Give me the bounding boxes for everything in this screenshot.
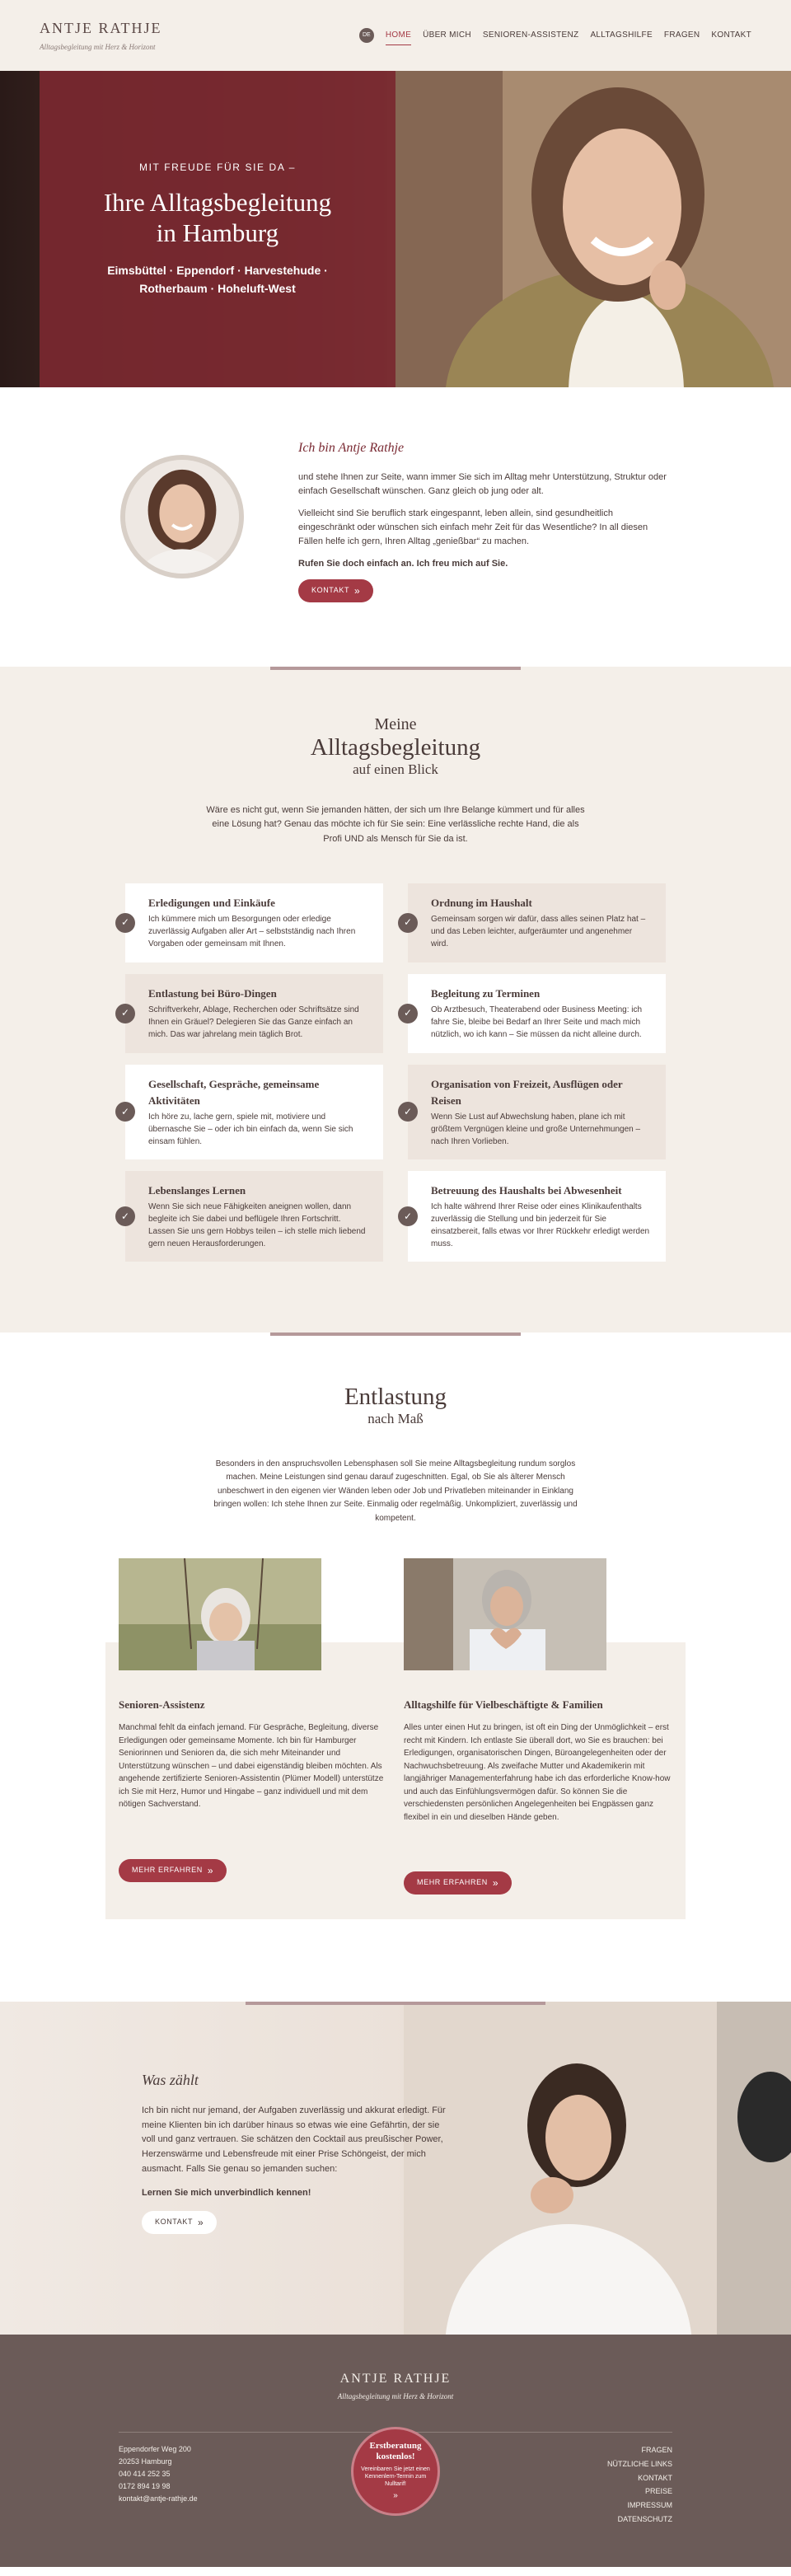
main-nav (359, 26, 751, 46)
overview-title-line2: Alltagsbegleitung (310, 734, 481, 761)
offer-more-button[interactable] (404, 1871, 512, 1895)
hero-title-line1: Ihre Alltagsbegleitung (103, 187, 332, 217)
logo-tagline: Alltagsbegleitung mit Herz & Horizont (40, 42, 156, 51)
section-divider (246, 2002, 545, 2005)
values-heading: Was zählt (142, 2072, 199, 2089)
hero-title-line2: in Hamburg (156, 218, 279, 247)
offer-body (119, 1675, 387, 1907)
offer-body (404, 1675, 672, 1919)
offer-text: Alles unter einen Hut zu bringen, ist oft ein Ding der Unmöglichkeit – erst recht mit Kindern. Ich entlaste Sie überall dort, wo Sie es brauchen: bei Erledigungen, organisatorischen Dingen, Büroangelegenheiten oder der Nachwuchsbetreuung. Als zweifache Mutter und Akademikerin mit langjähriger Managementerfahrung habe ich das erforderliche Know-how und auch das Einfühlungsvermögen dafür. So können Sie die verschiedensten persönlichen Angelegenheiten bei Engpässen ganz flexibel in ein und dieselben Hände geben. (404, 1723, 671, 1822)
relief-section (0, 1332, 791, 2002)
footer-link-impressum[interactable]: IMPRESSUM (627, 2500, 672, 2509)
service-card-title: Begleitung zu Terminen (431, 986, 541, 1000)
hero-kicker: MIT FREUDE FÜR SIE DA – (139, 162, 296, 174)
badge-title-line2: kostenlos! (376, 2451, 415, 2461)
values-paragraph-1: Ich bin nicht nur jemand, der Aufgaben zuverlässig und akkurat erledigt. Für meine Klienten bin ich darüber hinaus so etwas wie eine Gefährtin, der sie voll und ganz vertrauen. Sie schätzen den Cocktail aus preußischer Power, Herzenswärme und Lebensfreude mit einer Prise Schöngeist, der mich ausmacht. Falls Sie genau so jemanden suchen: (142, 2105, 446, 2174)
service-card-text: Wenn Sie Lust auf Abwechslung haben, plane ich mit größtem Vergnügen kleine und große Unternehmungen – nach Ihren Vorlieben. (431, 1112, 641, 1146)
service-card-title: Betreuung des Haushalts bei Abwesenheit (431, 1183, 622, 1197)
service-card (120, 883, 383, 962)
badge-title-line1: Erstberatung (369, 2440, 422, 2451)
chevron-right-icon: » (207, 1864, 214, 1876)
service-grid (120, 883, 666, 1262)
service-card-text: Schriftverkehr, Ablage, Recherchen oder Schriftsätze sind Ihnen ein Gräuel? Delegieren Sie das Ganze einfach an mich. Das war jahrelang mein täglich Brot. (148, 1005, 359, 1039)
portrait-photo (120, 455, 244, 578)
footer-address (119, 2443, 198, 2504)
service-card-title: Erledigungen und Einkäufe (148, 896, 275, 909)
free-consultation-badge[interactable] (351, 2427, 440, 2516)
checkmark-icon: ✓ (115, 1004, 135, 1023)
service-card-title: Lebenslanges Lernen (148, 1183, 246, 1197)
intro-section (0, 387, 791, 667)
language-flag-icon[interactable]: DE (359, 28, 374, 43)
checkmark-icon: ✓ (115, 1206, 135, 1226)
footer-logo-tagline: Alltagsbegleitung mit Herz & Horizont (337, 2392, 454, 2401)
service-card-text: Ich halte während Ihrer Reise oder eines Klinikaufenthalts zuverlässig die Stellung und bin jederzeit für Sie einsatzbereit, falls etwas vor Ihrer Rückkehr erledigt werden muss. (431, 1201, 650, 1248)
nav-senioren-assistenz[interactable]: SENIOREN-ASSISTENZ (482, 30, 579, 40)
hero-photo (387, 71, 791, 387)
overview-lead: Wäre es nicht gut, wenn Sie jemanden hätten, der sich um Ihre Belange kümmert und für alles eine Lösung hat? Genau das möchte ich für Sie sein: Eine verlässliche rechte Hand, die als Profi UND als Mensch für Sie da ist. (206, 804, 585, 844)
offer-more-button-label: MEHR ERFAHREN (417, 1878, 488, 1887)
offer-list (119, 1558, 672, 1919)
checkmark-icon: ✓ (398, 913, 418, 933)
footer-link-datenschutz[interactable]: DATENSCHUTZ (617, 2514, 672, 2523)
chevron-right-icon: » (492, 1877, 499, 1890)
checkmark-icon: ✓ (115, 913, 135, 933)
offer-title: Senioren-Assistenz (119, 1698, 205, 1712)
site-footer (0, 2335, 791, 2567)
hero-title (104, 187, 331, 248)
service-card (120, 1171, 383, 1262)
service-card-text: Ich höre zu, lache gern, spiele mit, motiviere und übernasche Sie – oder ich bin einfach da, wenn Sie sich einsam fühlen. (148, 1112, 353, 1146)
relief-title-line2: nach Maß (367, 1411, 424, 1427)
offer-more-button-label: MEHR ERFAHREN (132, 1865, 203, 1874)
chevron-right-icon: » (198, 2216, 204, 2228)
footer-logo[interactable] (0, 2335, 791, 2403)
intro-paragraph-1: und stehe Ihnen zur Seite, wann immer Sie sich im Alltag mehr Unterstützung, Struktur oder einfach Gesellschaft wünschen. Ganz gleich ob jung oder alt. (298, 471, 667, 496)
service-card-text: Gemeinsam sorgen wir dafür, dass alles seinen Platz hat – und das Leben leichter, aufgeräumter und angenehmer wird. (431, 914, 646, 948)
service-card-text: Ob Arztbesuch, Theaterabend oder Business Meeting: ich fahre Sie, bleibe bei Bedarf an Ihrer Seite und mach mich nützlich, wo ich kann – Sie müssen da nicht alleine durch. (431, 1005, 643, 1039)
logo-name: ANTJE RATHJE (40, 20, 162, 37)
footer-link-kontakt[interactable]: KONTAKT (638, 2473, 672, 2482)
overview-title-line3: auf einen Blick (353, 761, 438, 778)
relief-title (0, 1384, 791, 1428)
intro-contact-button-label: KONTAKT (311, 586, 350, 595)
overview-title-line1: Meine (374, 715, 417, 734)
checkmark-icon: ✓ (398, 1004, 418, 1023)
nav-home[interactable]: HOME (386, 26, 411, 46)
service-card (403, 1171, 666, 1262)
chevron-right-icon: » (354, 585, 361, 597)
service-card-title: Organisation von Freizeit, Ausflügen oder Reisen (431, 1077, 623, 1107)
footer-email[interactable]: kontakt@antje-rathje.de (119, 2494, 198, 2503)
checkmark-icon: ✓ (398, 1206, 418, 1226)
nav-alltagshilfe[interactable]: ALLTAGSHILFE (590, 30, 653, 40)
service-card-title: Entlastung bei Büro-Dingen (148, 986, 277, 1000)
values-section (0, 2002, 791, 2335)
footer-street: Eppendorfer Weg 200 (119, 2445, 191, 2454)
overview-section (0, 667, 791, 1332)
service-card (120, 974, 383, 1053)
service-card (403, 974, 666, 1053)
service-card-text: Ich kümmere mich um Besorgungen oder erledige zuverlässig Aufgaben aller Art – selbstständig nach Ihren Vorgaben oder gemeinsam mit Ihnen. (148, 914, 356, 948)
service-card (120, 1065, 383, 1159)
footer-link-preise[interactable]: PREISE (644, 2487, 672, 2496)
values-contact-button-label: KONTAKT (155, 2217, 194, 2226)
chevron-right-icon: » (393, 2491, 398, 2501)
values-photo (404, 2002, 791, 2335)
offer-senioren-assistenz (119, 1558, 387, 1919)
intro-paragraph-2: Vielleicht sind Sie beruflich stark eingespannt, leben allein, sind gesundheitlich eingeschränkt oder wünschen sich einfach mehr Zeit für das Wesentliche? In all diesen Fällen helfe ich gern, Ihren Alltag „genießbar“ zu machen. (298, 508, 648, 546)
checkmark-icon: ✓ (115, 1102, 135, 1122)
site-logo[interactable] (40, 17, 162, 54)
footer-links (607, 2443, 672, 2526)
overview-title (0, 714, 791, 779)
footer-link-nuetzliche-links[interactable]: NÜTZLICHE LINKS (606, 2459, 672, 2468)
service-card (403, 1065, 666, 1159)
intro-contact-button[interactable] (298, 579, 373, 602)
offer-photo-woman-heart-hands (404, 1558, 606, 1670)
offer-more-button[interactable] (119, 1859, 227, 1882)
service-card-title: Ordnung im Haushalt (431, 896, 532, 909)
footer-mobile[interactable]: 0172 894 19 98 (119, 2481, 171, 2490)
hero-areas (107, 261, 328, 298)
footer-phone[interactable]: 040 414 252 35 (119, 2470, 171, 2478)
service-card (403, 883, 666, 962)
hero-section (0, 71, 791, 387)
site-header (0, 0, 791, 71)
footer-city: 20253 Hamburg (119, 2457, 172, 2466)
service-card-title: Gesellschaft, Gespräche, gemeinsame Aktivitäten (148, 1077, 320, 1107)
intro-heading: Ich bin Antje Rathje (298, 441, 405, 455)
intro-paragraph-3: Rufen Sie doch einfach an. Ich freu mich auf Sie. (298, 559, 508, 569)
relief-title-line1: Entlastung (344, 1383, 447, 1410)
nav-fragen[interactable]: FRAGEN (663, 30, 700, 40)
relief-lead: Besonders in den anspruchsvollen Lebensphasen soll Sie meine Alltagsbegleitung rundum sorglos machen. Meine Leistungen sind genau darauf zugeschnitten. Egal, ob Sie als älterer Mensch unbeschwert in den eigenen vier Wänden leben oder Job und Privatleben miteinander in Einklang bringen wollen: Ich stehe Ihnen zur Seite. Einmalig oder regelmäßig. Unkompliziert, zuverlässig und kompetent. (213, 1459, 578, 1523)
nav-ueber-mich[interactable]: ÜBER MICH (423, 30, 471, 40)
offer-photo-senior-swing (119, 1558, 321, 1670)
hero-areas-line1: Eimsbüttel · Eppendorf · Harvestehude · (107, 264, 328, 278)
values-contact-button[interactable] (142, 2211, 217, 2234)
badge-subtitle: Vereinbaren Sie jetzt einen Kennenlern-Termin zum Nulltarif! (361, 2466, 430, 2488)
intro-text (298, 438, 671, 602)
hero-textbox (40, 71, 396, 387)
nav-kontakt[interactable]: KONTAKT (711, 30, 751, 40)
values-paragraph-2: Lernen Sie mich unverbindlich kennen! (142, 2188, 311, 2199)
footer-link-fragen[interactable]: FRAGEN (641, 2446, 672, 2455)
values-text (142, 2069, 452, 2233)
offer-text: Manchmal fehlt da einfach jemand. Für Gespräche, Begleitung, diverse Erledigungen oder gemeinsame Momente. Ich bin für Hamburger Seniorinnen und Senioren da, die sich mehr Miteinander und Unterstützung wünschen – und dabei eigenständig bleiben möchten. Als angehende zertifizierte Senioren-Assistentin (Plümer Modell) unterstütze ich Sie mit Herz, Humor und Hingabe – ganz individuell und mit dem nötigen Sachverstand. (119, 1723, 384, 1810)
checkmark-icon: ✓ (398, 1102, 418, 1122)
hero-areas-line2: Rotherbaum · Hoheluft-West (139, 282, 296, 296)
footer-logo-name: ANTJE RATHJE (339, 2372, 452, 2386)
offer-title: Alltagshilfe für Vielbeschäftigte & Familien (404, 1698, 603, 1712)
section-divider (270, 667, 521, 670)
service-card-text: Wenn Sie sich neue Fähigkeiten aneignen wollen, dann begleite ich Sie dabei und beflügele Ihren Fortschritt. Lassen Sie uns gern Hobbys teilen – ich stelle mich liebend gern neuen Herausforderungen. (148, 1201, 366, 1248)
badge-title (370, 2441, 422, 2462)
section-divider (270, 1332, 521, 1336)
offer-alltagshilfe (404, 1558, 672, 1919)
